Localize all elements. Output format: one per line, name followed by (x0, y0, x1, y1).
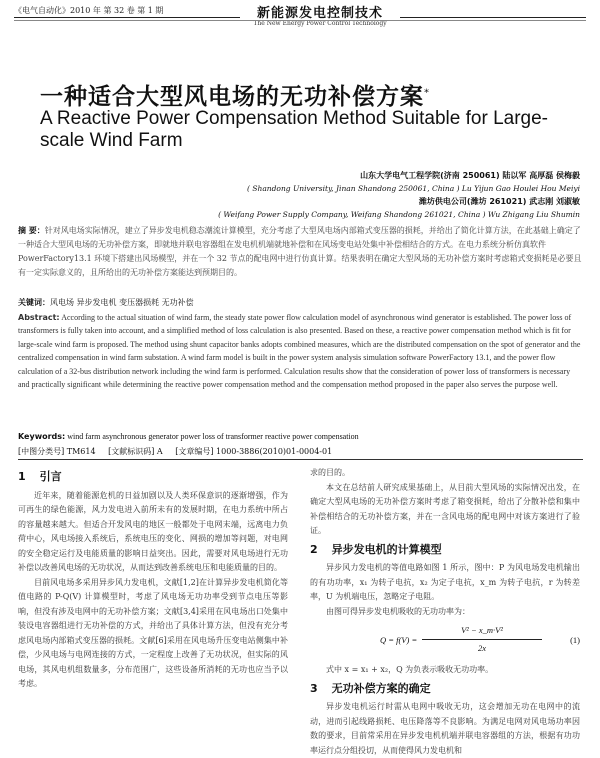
keywords-en-text: wind farm asynchronous generator power loss of transformer reactive power compensation (67, 432, 359, 441)
equation-number: (1) (570, 635, 580, 645)
equation-lhs: Q = f(V) = (380, 635, 418, 645)
abstract-en-text: According to the actual situation of wind farm, the steady state power flow calculation model of asynchronous wind generator is established. The power loss of transformers is fully taken into account, and a simplified method of loss calculation is also presented. Based on these, a reactive power compensation method which is fit for large-scale wind farm is proposed. The method using shunt capacitor banks adopts combined measures, which are the distributed compensation on the spot of generator and the centralized compensation in wind farm substation. A wind farm model is built in the power system analysis simulation software PowerFactory 13.1, and the power flow calculation of a 32-bus distribution network including the wind farm is performed. Calculation results show that the consideration of power loss of transformers is necessary and practically significant while determining the reactive power compensation method and the compensation method proposed in the paper also serves the purpose well. (18, 313, 581, 390)
paragraph: 求的目的。 (310, 468, 350, 477)
section-2-heading (310, 543, 580, 558)
equation-fraction (422, 623, 542, 655)
keywords-cn (18, 296, 583, 310)
paragraph: 本文在总结前人研究成果基础上，从目前大型风场的实际情况出发，在确定大型风电场的无功补偿方案时考虑了箱变损耗，给出了分散补偿和集中补偿相结合的无功补偿方案，并在一含风电场的配电网中对该方案进行了验证。 (310, 482, 580, 535)
header-rule-thin (14, 20, 586, 21)
title-footnote-mark: * (424, 87, 430, 99)
section-header (240, 2, 400, 27)
section-title-en: The New Energy Power Control Technology (253, 20, 387, 27)
abstract-cn-label: 摘 要： (18, 226, 45, 235)
header-rule-left (14, 17, 240, 18)
affiliation-2-cn: 潍坊供电公司(潍坊 261021) 武志刚 刘淑敏 (418, 197, 580, 206)
body-column-right (310, 466, 580, 758)
affiliation-1-cn: 山东大学电气工程学院(济南 250061) 陆以军 高厚磊 侯梅毅 (360, 171, 580, 180)
keywords-cn-text: 风电场 异步发电机 变压器损耗 无功补偿 (50, 298, 194, 307)
paragraph: 异步发电机运行时需从电网中吸收无功，这会增加无功在电网中的流动，进而引起线路损耗、电压降落等不良影响。为满足电网对风电场功率因数的要求，目前常采用在异步发电机机端并联电容器组的方法，根据有功功率运行点分组投切，从而使得风力发电机和 (310, 702, 580, 755)
abstract-cn (18, 224, 583, 280)
paragraph: 式中 x = x₁ + x₂，Q 为负表示吸收无功功率。 (326, 665, 494, 674)
section-title-cn: 新能源发电控制技术 (256, 6, 383, 21)
keywords-cn-label: 关键词： (18, 298, 50, 307)
affiliation-1-en: ( Shandong University, Jinan Shandong 250061, China ) Lu Yijun Gao Houlei Hou Meiyi (247, 184, 580, 193)
equation-numerator: V² − x_m·V² (461, 625, 503, 635)
document-code: [文献标识码] A (108, 447, 163, 456)
fraction-bar (422, 639, 542, 640)
journal-info: 《电气自动化》2010 年 第 32 卷 第 1 期 (14, 6, 164, 15)
section-3-heading (310, 682, 580, 697)
clc-number: [中图分类号] TM614 (18, 447, 96, 456)
body-column-left (18, 466, 288, 692)
section-3-number: 3 (310, 681, 318, 695)
paper-title-en: A Reactive Power Compensation Method Suitable for Large-scale Wind Farm (40, 108, 548, 151)
abstract-en-label: Abstract: (18, 313, 60, 322)
classification-line (18, 446, 342, 457)
paragraph: 目前风电场多采用异步风力发电机，文献[1,2]在计算异步发电机简化等值电路的 P-Q(V) 计算模型时，考虑了风电场无功功率受到节点电压等影响，但没有涉及电网中的无功补偿方案；文献[3,4]采用在风电场出口处集中装设电容器组进行无功补偿的方式，并给出了具体计算方法，但没有充分考虑风电场内部箱式变压器的损耗。文献[6]采用在风电场升压变电站侧集中补偿，少风电场与电网连接的方式，一定程度上改善了无功状况，但实际的风电场，其风电机组数量多，分布范围广，这些设备所消耗的无功也应当予以考虑。 (18, 577, 288, 688)
equation-denominator: 2x (477, 642, 487, 653)
paper-title-cn (40, 78, 430, 111)
title-cn-text: 一种适合大型风电场的无功补偿方案 (40, 84, 424, 110)
section-1-number: 1 (18, 470, 26, 483)
section-2-title: 异步发电机的计算模型 (331, 542, 442, 556)
section-2-number: 2 (310, 542, 318, 556)
section-3-title: 无功补偿方案的确定 (331, 681, 431, 695)
paragraph: 异步风力发电机的等值电路如图 1 所示，图中：P 为风电场发电机输出的有功功率，x₁ 为转子电抗，x₂ 为定子电抗，x_m 为转子电抗，r 为转差率，U 为机端电压，忽略定子电阻。 (310, 563, 580, 601)
paragraph: 由图可得异步发电机吸收的无功功率为： (326, 606, 470, 616)
header-rule-right (400, 17, 586, 18)
paragraph: 近年来，随着能源危机的日益加剧以及人类环保意识的逐渐增强，作为可再生的绿色能源，风力发电进入前所未有的发展时期，在电力系统中所占的容量越来越大。但适合开发风电的地区一般都处于电网末端，远离电力负荷中心，风电场接入系统后，系统电压的变化、网损的增加等问题，对电网的安全稳定运行及电能质量的影响日益突出。因此，需要对风电场进行无功补偿以改善风电场的无功状况，从而达到改善系统电压和电能质量的目的。 (18, 490, 288, 572)
abstract-cn-text: 针对风电场实际情况，建立了异步发电机稳态潮流计算模型，充分考虑了大型风电场内部箱式变压器的损耗，并给出了简化计算方法，在此基础上确定了一种适合大型风电场的无功补偿方案，即就地并联电容器组在发电机机端就地补偿和在风场变电站处集中补偿相结合的方式。在电力系统分析仿真软件 PowerFactory13.1 环境下搭建出风场模型，并在一个 32 节点的配电网中进行仿真计算。结果表明在确定大型风场的无功补偿方案时考虑箱式变损耗是必要且有一定实际意义的，且所给出的无功补偿方案能达到预期目的。 (18, 226, 582, 277)
article-number: [文章编号] 1000-3886(2010)01-0004-01 (175, 447, 333, 456)
section-1-title: 引言 (39, 470, 62, 483)
keywords-en (18, 430, 583, 444)
abstract-en (18, 311, 583, 391)
keywords-en-label: Keywords: (18, 432, 66, 441)
section-1-heading (18, 470, 288, 485)
affiliation-2-en: ( Weifang Power Supply Company, Weifang Shandong 261021, China ) Wu Zhigang Liu Shumin (218, 210, 580, 219)
abstract-divider (18, 459, 583, 460)
equation-1 (310, 621, 580, 661)
